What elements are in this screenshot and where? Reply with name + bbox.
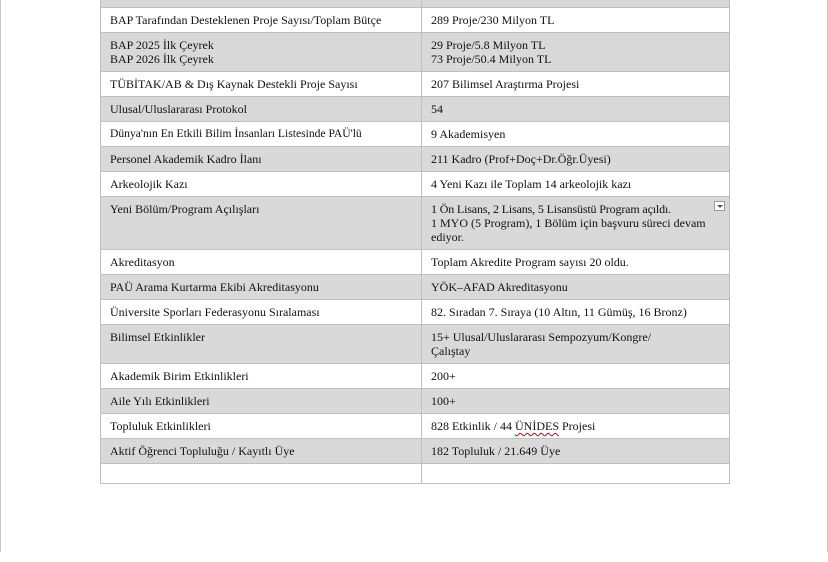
row-value: 182 Topluluk / 21.649 Üye xyxy=(431,444,561,458)
row-label: Topluluk Etkinlikleri xyxy=(110,419,211,433)
row-value-line: 73 Proje/50.4 Milyon TL xyxy=(431,52,552,66)
row-value: 211 Kadro (Prof+Doç+Dr.Öğr.Üyesi) xyxy=(431,152,611,166)
cell-label[interactable] xyxy=(101,72,422,97)
row-label: Aktif Öğrenci Topluluğu / Kayıtlı Üye xyxy=(110,444,295,458)
cell-value[interactable] xyxy=(422,364,730,389)
table-row xyxy=(101,33,730,72)
cell-value[interactable] xyxy=(422,439,730,464)
row-label: Akreditasyon xyxy=(110,255,175,269)
cell-value[interactable] xyxy=(422,414,730,439)
row-value-line: 1 MYO (5 Program), 1 Bölüm için başvuru süreci devam ediyor. xyxy=(431,216,706,244)
table-row xyxy=(101,439,730,464)
table-row xyxy=(101,97,730,122)
table-row xyxy=(101,147,730,172)
cell-value[interactable] xyxy=(422,72,730,97)
cell-label[interactable] xyxy=(101,197,422,250)
table-row xyxy=(101,8,730,33)
table-row xyxy=(101,72,730,97)
row-label: Üniversite Sporları Federasyonu Sıralaması xyxy=(110,305,320,319)
cell-value[interactable] xyxy=(422,8,730,33)
cell-label[interactable] xyxy=(101,147,422,172)
cell-label[interactable] xyxy=(101,97,422,122)
row-label-line: BAP 2025 İlk Çeyrek xyxy=(110,38,214,52)
chevron-down-icon[interactable] xyxy=(714,201,725,211)
row-value: 9 Akademisyen xyxy=(431,127,506,141)
cell-label[interactable] xyxy=(101,325,422,364)
cell-value-partial[interactable] xyxy=(422,0,730,8)
table-row xyxy=(101,275,730,300)
cell-value[interactable] xyxy=(422,197,730,250)
row-label: Bilimsel Etkinlikler xyxy=(110,330,205,344)
row-value: 289 Proje/230 Milyon TL xyxy=(431,13,555,27)
cell-label-partial[interactable] xyxy=(101,464,422,484)
row-value: 15+ Ulusal/Uluslararası Sempozyum/Kongre/Çalıştay xyxy=(431,330,652,358)
table-row xyxy=(101,414,730,439)
table-row xyxy=(101,300,730,325)
cell-label-partial[interactable] xyxy=(101,0,422,8)
row-label: Arkeolojik Kazı xyxy=(110,177,188,191)
cell-value[interactable] xyxy=(422,172,730,197)
row-value: 207 Bilimsel Araştırma Projesi xyxy=(431,77,580,91)
row-value: 100+ xyxy=(431,394,456,408)
row-value: 82. Sıradan 7. Sıraya (10 Altın, 11 Gümüş, 16 Bronz) xyxy=(431,305,687,319)
page-border xyxy=(0,0,1,552)
table-row xyxy=(101,250,730,275)
cell-label[interactable] xyxy=(101,33,422,72)
row-value: 4 Yeni Kazı ile Toplam 14 arkeolojik kazı xyxy=(431,177,632,191)
cell-label[interactable] xyxy=(101,250,422,275)
row-label: Aile Yılı Etkinlikleri xyxy=(110,394,210,408)
row-label: TÜBİTAK/AB & Dış Kaynak Destekli Proje Sayısı xyxy=(110,77,358,91)
cell-label[interactable] xyxy=(101,364,422,389)
row-label: Akademik Birim Etkinlikleri xyxy=(110,369,249,383)
table-row xyxy=(101,172,730,197)
cell-value-partial[interactable] xyxy=(422,464,730,484)
cell-value[interactable] xyxy=(422,97,730,122)
cell-label[interactable] xyxy=(101,389,422,414)
row-label: Dünya'nın En Etkili Bilim İnsanları Listesinde PAÜ'lü xyxy=(110,127,362,140)
cell-value[interactable] xyxy=(422,275,730,300)
row-label: Yeni Bölüm/Program Açılışları xyxy=(110,202,260,216)
cell-value[interactable] xyxy=(422,389,730,414)
cell-label[interactable] xyxy=(101,8,422,33)
cell-value[interactable] xyxy=(422,250,730,275)
row-value: YÖK–AFAD Akreditasyonu xyxy=(431,280,568,294)
cell-value[interactable] xyxy=(422,325,730,364)
cell-value[interactable] xyxy=(422,147,730,172)
cell-value[interactable] xyxy=(422,300,730,325)
row-label: Personel Akademik Kadro İlanı xyxy=(110,152,262,166)
row-value xyxy=(431,419,722,433)
value-text: Projesi xyxy=(559,419,596,433)
table-row xyxy=(101,364,730,389)
value-text: 828 Etkinlik / 44 xyxy=(431,419,515,433)
row-label: Ulusal/Uluslararası Protokol xyxy=(110,102,247,116)
row-label: PAÜ Arama Kurtarma Ekibi Akreditasyonu xyxy=(110,280,319,294)
cell-value[interactable] xyxy=(422,33,730,72)
table-row xyxy=(101,325,730,364)
cell-label[interactable] xyxy=(101,414,422,439)
table-row xyxy=(101,197,730,250)
row-label: BAP Tarafından Desteklenen Proje Sayısı/Toplam Bütçe xyxy=(110,13,382,27)
row-value-line: 29 Proje/5.8 Milyon TL xyxy=(431,38,546,52)
row-value: 200+ xyxy=(431,369,456,383)
row-value-line: 1 Ön Lisans, 2 Lisans, 5 Lisansüstü Program açıldı. xyxy=(431,202,671,216)
table-row xyxy=(101,122,730,147)
row-label-line: BAP 2026 İlk Çeyrek xyxy=(110,52,214,66)
spellcheck-word: ÜNİDES xyxy=(515,419,559,433)
cell-label[interactable] xyxy=(101,122,422,147)
cell-label[interactable] xyxy=(101,172,422,197)
cell-value[interactable] xyxy=(422,122,730,147)
cell-label[interactable] xyxy=(101,300,422,325)
row-value: Toplam Akredite Program sayısı 20 oldu. xyxy=(431,255,629,269)
cell-label[interactable] xyxy=(101,275,422,300)
table-row xyxy=(101,389,730,414)
achievements-table xyxy=(100,0,730,484)
cell-label[interactable] xyxy=(101,439,422,464)
table-row xyxy=(101,0,730,8)
row-value: 54 xyxy=(431,102,443,116)
table-row xyxy=(101,464,730,484)
